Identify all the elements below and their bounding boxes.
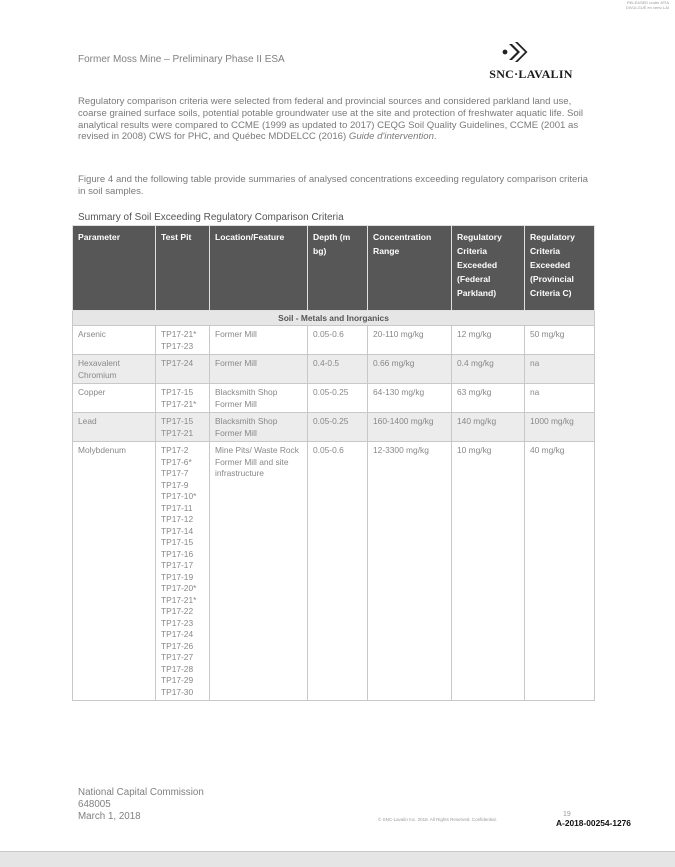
test-pit-id: TP17-11 — [161, 502, 193, 513]
table-header-row — [73, 226, 595, 311]
location-line: Former Mill — [215, 398, 257, 409]
criteria-paragraph-end: . — [433, 131, 437, 143]
cell-depth: 0.4-0.5 — [308, 355, 368, 384]
location-line: Former Mill — [215, 329, 257, 339]
header-provincial-criteria: Regulatory Criteria Exceeded (Provincial Criteria C) — [525, 226, 595, 311]
test-pit-id: TP17-14 — [161, 525, 194, 536]
location-line: Blacksmith Shop — [215, 416, 278, 426]
location-line: Blacksmith Shop — [215, 387, 278, 397]
cell-parameter: Arsenic — [73, 326, 156, 355]
footer-page-number: 19 — [563, 811, 571, 818]
company-brand-name: SNC·LAVALIN — [489, 67, 573, 81]
cell-federal-criteria: 0.4 mg/kg — [452, 355, 525, 384]
cell-parameter: Copper — [73, 384, 156, 413]
cell-depth: 0.05-0.25 — [308, 413, 368, 442]
cell-concentration-range: 0.66 mg/kg — [368, 355, 452, 384]
test-pit-id: TP17-16 — [161, 548, 194, 559]
footer-document-id: A-2018-00254-1276 — [556, 818, 631, 828]
test-pit-id: TP17-15 — [161, 537, 194, 547]
cell-test-pits — [156, 326, 210, 355]
test-pit-id: TP17-2 — [161, 445, 189, 455]
soil-exceedance-table — [72, 225, 595, 701]
footer-info — [78, 787, 204, 823]
test-pit-id: TP17-12 — [161, 514, 194, 524]
criteria-paragraph-italic: Guide d'intervention — [348, 131, 434, 143]
table-row — [73, 355, 595, 384]
cell-concentration-range: 20-110 mg/kg — [368, 326, 452, 355]
footer-copyright: © SNC-Lavalin Inc. 2018. All Rights Reserved. Confidential. — [378, 817, 497, 822]
cell-provincial-criteria: 40 mg/kg — [525, 442, 595, 701]
cell-provincial-criteria: 1000 mg/kg — [525, 413, 595, 442]
test-pit-id: TP17-23 — [161, 340, 194, 351]
header-concentration-range: Concentration Range — [368, 226, 452, 311]
cell-depth: 0.05-0.6 — [308, 442, 368, 701]
stamp-line-1: RELEASED under ATIA — [626, 0, 669, 5]
table-row — [73, 413, 595, 442]
cell-location — [210, 384, 308, 413]
test-pit-id: TP17-20* — [161, 583, 197, 593]
cell-parameter: Molybdenum — [73, 442, 156, 701]
test-pit-id: TP17-24 — [161, 358, 194, 368]
test-pit-id: TP17-10* — [161, 491, 197, 501]
cell-provincial-criteria: na — [525, 355, 595, 384]
cell-concentration-range: 160-1400 mg/kg — [368, 413, 452, 442]
test-pit-id: TP17-19 — [161, 571, 194, 582]
test-pit-id: TP17-29 — [161, 675, 194, 685]
figure-reference-paragraph: Figure 4 and the following table provide summaries of analysed concentrations exceeding regulatory comparison criteria in soil samples. — [78, 174, 588, 197]
test-pit-id: TP17-22 — [161, 606, 194, 616]
cell-location — [210, 355, 308, 384]
table-row — [73, 442, 595, 701]
test-pit-id: TP17-6* — [161, 456, 192, 467]
test-pit-id: TP17-23 — [161, 617, 194, 628]
cell-test-pits — [156, 442, 210, 701]
table-row — [73, 326, 595, 355]
cell-depth: 0.05-0.6 — [308, 326, 368, 355]
cell-test-pits — [156, 384, 210, 413]
header-federal-criteria: Regulatory Criteria Exceeded (Federal Parkland) — [452, 226, 525, 311]
cell-federal-criteria: 10 mg/kg — [452, 442, 525, 701]
table-row — [73, 384, 595, 413]
header-test-pit: Test Pit — [156, 226, 210, 311]
test-pit-id: TP17-15 — [161, 416, 194, 426]
cell-provincial-criteria: na — [525, 384, 595, 413]
test-pit-id: TP17-27 — [161, 652, 194, 662]
document-header-title: Former Moss Mine – Preliminary Phase II ESA — [78, 54, 285, 65]
test-pit-id: TP17-17 — [161, 560, 194, 570]
cell-location — [210, 413, 308, 442]
cell-test-pits — [156, 413, 210, 442]
test-pit-id: TP17-7 — [161, 468, 189, 478]
cell-depth: 0.05-0.25 — [308, 384, 368, 413]
test-pit-id: TP17-21* — [161, 398, 197, 409]
section-label: Soil - Metals and Inorganics — [73, 311, 595, 326]
cell-parameter: Lead — [73, 413, 156, 442]
header-location: Location/Feature — [210, 226, 308, 311]
cell-test-pits — [156, 355, 210, 384]
header-parameter: Parameter — [73, 226, 156, 311]
cell-location — [210, 442, 308, 701]
test-pit-id: TP17-30 — [161, 686, 194, 697]
cell-provincial-criteria: 50 mg/kg — [525, 326, 595, 355]
viewer-bottom-bar — [0, 851, 675, 867]
cell-concentration-range: 64-130 mg/kg — [368, 384, 452, 413]
release-stamp — [599, 0, 669, 10]
footer-client: National Capital Commission — [78, 787, 204, 798]
footer-project-number: 648005 — [78, 799, 111, 810]
location-line: Mine Pits/ Waste Rock Former Mill and site infrastructure — [215, 445, 299, 478]
cell-parameter: Hexavalent Chromium — [73, 355, 156, 384]
snc-lavalin-logo-icon — [499, 40, 529, 64]
cell-location — [210, 326, 308, 355]
test-pit-id: TP17-9 — [161, 479, 189, 490]
table-caption: Summary of Soil Exceeding Regulatory Comparison Criteria — [78, 212, 344, 223]
test-pit-id: TP17-21* — [161, 329, 197, 339]
footer-date: March 1, 2018 — [78, 811, 141, 822]
company-logo — [481, 40, 581, 82]
test-pit-id: TP17-26 — [161, 640, 194, 651]
cell-federal-criteria: 12 mg/kg — [452, 326, 525, 355]
location-line: Former Mill — [215, 358, 257, 368]
test-pit-id: TP17-15 — [161, 387, 194, 397]
header-depth: Depth (m bg) — [308, 226, 368, 311]
cell-federal-criteria: 63 mg/kg — [452, 384, 525, 413]
cell-concentration-range: 12-3300 mg/kg — [368, 442, 452, 701]
stamp-line-2: DIVULGUÉ en vertu LAI — [625, 5, 669, 10]
cell-federal-criteria: 140 mg/kg — [452, 413, 525, 442]
criteria-paragraph-text: Regulatory comparison criteria were selected from federal and provincial sources and considered parkland land use, coarse grained surface soils, potential potable groundwater use at the site and protection of freshwater aquatic life. Soil analytical results were compared to CCME (1999 as updated to 2017) CEQG Soil Quality Guidelines, CCME (2001 as revised in 2008) CWS for PHC, and Québec MDDELCC (2016) — [78, 96, 584, 143]
test-pit-id: TP17-24 — [161, 629, 194, 639]
test-pit-id: TP17-21 — [161, 427, 194, 438]
location-line: Former Mill — [215, 427, 257, 438]
criteria-paragraph — [78, 96, 588, 143]
test-pit-id: TP17-28 — [161, 663, 194, 674]
test-pit-id: TP17-21* — [161, 594, 197, 605]
table-section-row — [73, 311, 595, 326]
